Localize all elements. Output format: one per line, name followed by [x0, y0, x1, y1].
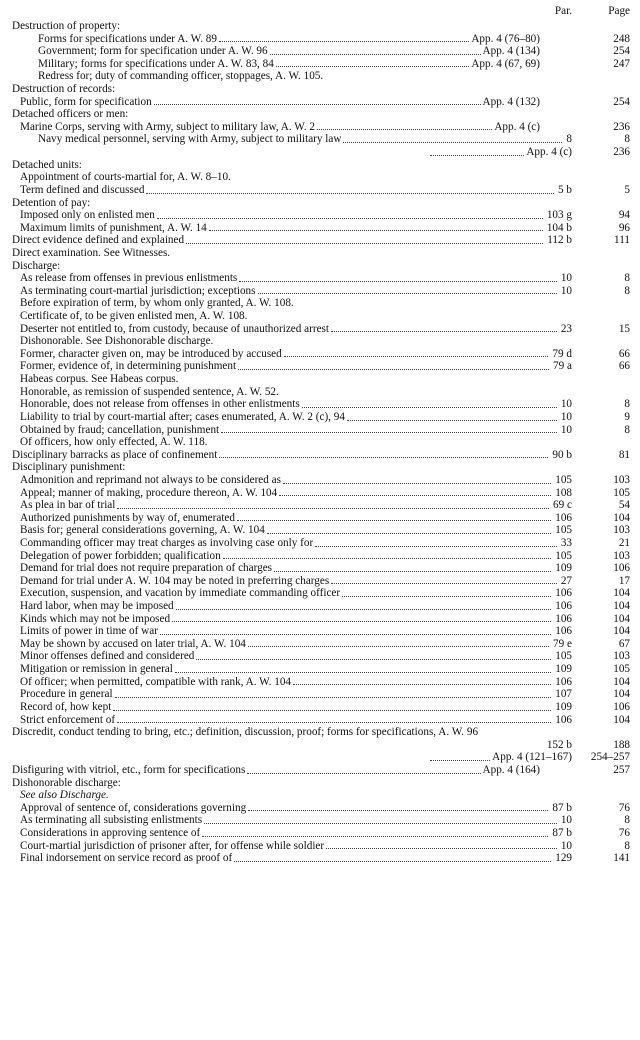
- dot-leader: [342, 596, 551, 597]
- dot-leader: [315, 546, 557, 547]
- page-ref: 67: [618, 637, 630, 650]
- dot-leader: [202, 836, 548, 837]
- index-entry: [0, 638, 640, 651]
- entry-text: Public, form for specification: [20, 95, 152, 108]
- entry-text: Detention of pay:: [12, 196, 91, 209]
- paragraph-ref: 109: [555, 700, 572, 713]
- index-entry: [0, 827, 640, 840]
- entry-text: Final indorsement on service record as proof of: [20, 852, 233, 865]
- index-entry: [0, 58, 640, 71]
- dot-leader: [317, 129, 492, 130]
- index-entry: [0, 436, 640, 449]
- appendix-ref: App. 4 (134): [482, 45, 540, 58]
- entry-text: Maximum limits of punishment, A. W. 14: [20, 221, 207, 234]
- entry-text: Strict enforcement of: [20, 713, 116, 726]
- paragraph-ref: 87 b: [552, 826, 572, 839]
- paragraph-ref: 105: [555, 473, 572, 486]
- entry-text: Certificate of, to be given enlisted men, A. W. 108.: [20, 310, 248, 323]
- page-ref: 5: [624, 183, 630, 196]
- entry-text: Demand for trial under A. W. 104 may be noted in preferring charges: [20, 574, 330, 587]
- paragraph-ref: 106: [555, 587, 572, 600]
- appendix-ref: App. 4 (121–167): [492, 751, 572, 764]
- entry-text: Imposed only on enlisted men: [20, 209, 155, 222]
- index-heading: [0, 247, 640, 260]
- index-entry: [0, 512, 640, 525]
- paragraph-ref: 152 b: [546, 738, 572, 751]
- dot-leader: [248, 810, 548, 811]
- entry-text: Destruction of records:: [12, 83, 116, 96]
- dot-leader: [293, 684, 551, 685]
- index-entry: [0, 714, 640, 727]
- index-entry: [0, 524, 640, 537]
- index-entry: [0, 474, 640, 487]
- page-ref: 96: [618, 221, 630, 234]
- page-ref: 236: [613, 146, 630, 159]
- index-entry: [0, 676, 640, 689]
- appendix-ref: App. 4 (c): [526, 146, 572, 159]
- dot-leader: [279, 495, 551, 496]
- entry-text: Disfiguring with vitriol, etc., form for specifications: [12, 763, 246, 776]
- page-ref: 111: [614, 234, 630, 247]
- entry-text: Marine Corps, serving with Army, subject to military law, A. W. 2: [20, 120, 315, 133]
- entry-text: Admonition and reprimand not always to be considered as: [20, 473, 281, 486]
- paragraph-ref: 10: [560, 398, 572, 411]
- index-heading: [0, 20, 640, 33]
- paragraph-ref: 106: [555, 625, 572, 638]
- entry-text: Disciplinary punishment:: [12, 461, 126, 474]
- entry-text: Appointment of courts-martial for, A. W. 8–10.: [20, 171, 231, 184]
- index-heading: [0, 777, 640, 790]
- index-entry: [0, 96, 640, 109]
- index-heading: [0, 461, 640, 474]
- page-ref: 81: [618, 448, 630, 461]
- paragraph-ref: 79 d: [552, 347, 572, 360]
- entry-text: Discharge:: [12, 259, 61, 272]
- page-ref: 8: [624, 133, 630, 146]
- entry-text: Procedure in general: [20, 688, 113, 701]
- paragraph-ref: 5 b: [558, 183, 572, 196]
- page-ref: 66: [618, 347, 630, 360]
- dot-leader: [267, 533, 551, 534]
- entry-text: As terminating all subsisting enlistments: [20, 814, 203, 827]
- page-ref: 104: [613, 587, 630, 600]
- index-entry: [0, 424, 640, 437]
- entry-text: Mitigation or remission in general: [20, 663, 173, 676]
- paragraph-ref: 108: [555, 486, 572, 499]
- paragraph-ref: 27: [560, 574, 572, 587]
- entry-text: Kinds which may not be imposed: [20, 612, 171, 625]
- index-entry: [0, 133, 640, 146]
- index-entry: [0, 310, 640, 323]
- entry-text: Court-martial jurisdiction of prisoner after, for offense while soldier: [20, 839, 325, 852]
- entry-text: Of officer; when permitted, compatible with rank, A. W. 104: [20, 675, 292, 688]
- index-entry: [0, 562, 640, 575]
- entry-text: Government; form for specification under A. W. 96: [38, 45, 268, 58]
- index-heading: [0, 108, 640, 121]
- index-heading: [0, 197, 640, 210]
- page-ref: 236: [613, 120, 630, 133]
- appendix-ref: App. 4 (c): [494, 120, 540, 133]
- entry-text: Record of, how kept: [20, 700, 112, 713]
- paragraph-ref: 33: [560, 536, 572, 549]
- entry-text: Former, character given on, may be introduced by accused: [20, 347, 282, 360]
- paragraph-ref: 10: [560, 410, 572, 423]
- paragraph-ref: 23: [560, 322, 572, 335]
- index-entry: [0, 33, 640, 46]
- page-ref: 104: [613, 511, 630, 524]
- entry-text: Limits of power in time of war: [20, 625, 158, 638]
- paragraph-ref: 69 c: [553, 499, 572, 512]
- page-ref: 141: [613, 852, 630, 865]
- entry-text: Deserter not entitled to, from custody, because of unauthorized arrest: [20, 322, 329, 335]
- index-entry: [0, 600, 640, 613]
- page-ref: 103: [613, 650, 630, 663]
- index-entry: [0, 45, 640, 58]
- entry-text: Of officers, how only effected, A. W. 118.: [20, 436, 208, 449]
- index-entry: [0, 840, 640, 853]
- dot-leader: [219, 457, 548, 458]
- index-entry: [0, 373, 640, 386]
- index-entry: [0, 146, 640, 159]
- entry-text: Basis for; general considerations governing, A. W. 104: [20, 524, 265, 537]
- dot-leader: [274, 571, 551, 572]
- dot-leader: [146, 193, 554, 194]
- entry-text: Obtained by fraud; cancellation, punishment: [20, 423, 220, 436]
- entry-text: Commanding officer may treat charges as involving case only for: [20, 536, 314, 549]
- page-ref: 104: [613, 688, 630, 701]
- entry-text: Approval of sentence of, considerations governing: [20, 801, 247, 814]
- page-ref: 188: [613, 738, 630, 751]
- index-entry: [0, 550, 640, 563]
- index-heading: [0, 83, 640, 96]
- page-ref: 257: [613, 763, 630, 776]
- page-ref: 17: [618, 574, 630, 587]
- dot-leader: [258, 293, 557, 294]
- page-ref: 248: [613, 32, 630, 45]
- paragraph-ref: 106: [555, 675, 572, 688]
- page-ref: 66: [618, 360, 630, 373]
- page-ref: 106: [613, 700, 630, 713]
- page-ref: 254: [613, 45, 630, 58]
- appendix-ref: App. 4 (164): [482, 763, 540, 776]
- dot-leader: [154, 104, 481, 105]
- index-entry: [0, 222, 640, 235]
- dot-leader: [117, 508, 549, 509]
- paragraph-ref: 129: [555, 852, 572, 865]
- paragraph-ref: 103 g: [546, 209, 572, 222]
- index-entry: [0, 272, 640, 285]
- entry-text: Term defined and discussed: [20, 183, 145, 196]
- paragraph-ref: 10: [560, 839, 572, 852]
- page-ref: 104: [613, 625, 630, 638]
- index-entry: [0, 537, 640, 550]
- dot-leader: [302, 407, 557, 408]
- index-entry: [0, 575, 640, 588]
- index-entry: [0, 613, 640, 626]
- page-ref: 15: [618, 322, 630, 335]
- paragraph-ref: 106: [555, 713, 572, 726]
- index-entry: [0, 285, 640, 298]
- entry-text: Demand for trial does not require preparation of charges: [20, 562, 273, 575]
- index-entry: [0, 297, 640, 310]
- entry-text: Execution, suspension, and vacation by immediate commanding officer: [20, 587, 341, 600]
- index-entry: [0, 348, 640, 361]
- paragraph-ref: 106: [555, 612, 572, 625]
- page-ref: 8: [624, 272, 630, 285]
- paragraph-ref: 10: [560, 284, 572, 297]
- index-entry: [0, 398, 640, 411]
- dot-leader: [284, 356, 549, 357]
- entry-text: Detached officers or men:: [12, 108, 129, 121]
- paragraph-ref: 107: [555, 688, 572, 701]
- entry-text: Disciplinary barracks as place of confinement: [12, 448, 218, 461]
- dot-leader: [276, 66, 469, 67]
- page-ref: 76: [618, 826, 630, 839]
- page-ref: 104: [613, 600, 630, 613]
- index-heading: [0, 764, 640, 777]
- dot-leader: [430, 155, 524, 156]
- entry-text: Honorable, as remission of suspended sentence, A. W. 52.: [20, 385, 279, 398]
- entry-text: Hard labor, when may be imposed: [20, 600, 174, 613]
- dot-leader: [160, 634, 551, 635]
- index-entry: [0, 650, 640, 663]
- index-entry: [0, 411, 640, 424]
- page-ref: 247: [613, 57, 630, 70]
- page-ref: 254–257: [590, 751, 630, 764]
- index-entry: [0, 852, 640, 865]
- column-header: [0, 5, 640, 19]
- page-ref: 8: [624, 284, 630, 297]
- entry-text: Military; forms for specifications under A. W. 83, 84: [38, 57, 274, 70]
- paragraph-ref: 104 b: [546, 221, 572, 234]
- dot-leader: [175, 672, 551, 673]
- index-heading: [0, 449, 640, 462]
- index-entry: [0, 121, 640, 134]
- page-ref: 8: [624, 423, 630, 436]
- entry-text: Authorized punishments by way of, enumerated: [20, 511, 235, 524]
- index-entry: [0, 802, 640, 815]
- page-ref: 103: [613, 473, 630, 486]
- index-heading: [0, 726, 640, 751]
- appendix-ref: App. 4 (132): [482, 95, 540, 108]
- entry-text: Habeas corpus. See Habeas corpus.: [20, 373, 179, 386]
- page-ref: 103: [613, 524, 630, 537]
- entry-text: As release from offenses in previous enlistments: [20, 272, 238, 285]
- dot-leader: [247, 773, 480, 774]
- index-entry: [0, 814, 640, 827]
- index-entry: [0, 184, 640, 197]
- dot-leader: [283, 483, 551, 484]
- dot-leader: [172, 621, 551, 622]
- index-heading: [0, 159, 640, 172]
- dot-leader: [209, 230, 543, 231]
- page-ref: 8: [624, 398, 630, 411]
- entry-text: As terminating court-martial jurisdiction; exceptions: [20, 284, 256, 297]
- dot-leader: [221, 432, 557, 433]
- dot-leader: [219, 41, 469, 42]
- page-ref: 254: [613, 95, 630, 108]
- index-entry: [0, 663, 640, 676]
- entry-text: Considerations in approving sentence of: [20, 826, 201, 839]
- index-entry: [0, 386, 640, 399]
- dot-leader: [237, 520, 551, 521]
- dot-leader: [157, 218, 543, 219]
- page-ref: 8: [624, 814, 630, 827]
- paragraph-ref: 105: [555, 524, 572, 537]
- entry-text: Navy medical personnel, serving with Army, subject to military law: [38, 133, 342, 146]
- dot-leader: [204, 823, 557, 824]
- page-ref: 105: [613, 486, 630, 499]
- entry-text: Before expiration of term, by whom only granted, A. W. 108.: [20, 297, 294, 310]
- paragraph-ref: 8: [566, 133, 572, 146]
- dot-leader: [430, 760, 490, 761]
- index-entry: [0, 625, 640, 638]
- index-entry: [0, 70, 640, 83]
- index-entry: [0, 751, 640, 764]
- entry-text: Dishonorable discharge:: [12, 776, 121, 789]
- page-ref: 104: [613, 713, 630, 726]
- entry-text: See also Discharge.: [20, 789, 109, 802]
- index-entry: [0, 209, 640, 222]
- entry-text: Liability to trial by court-martial after; cases enumerated, A. W. 2 (c), 94: [20, 410, 345, 423]
- dot-leader: [248, 646, 549, 647]
- dot-leader: [223, 558, 552, 559]
- index-heading: [0, 234, 640, 247]
- entry-text: Delegation of power forbidden; qualification: [20, 549, 221, 562]
- entry-text: Redress for; duty of commanding officer, stoppages, A. W. 105.: [38, 70, 324, 83]
- paragraph-ref: 10: [560, 423, 572, 436]
- entry-text: Appeal; manner of making, procedure thereon, A. W. 104: [20, 486, 278, 499]
- entry-text: May be shown by accused on later trial, A. W. 104: [20, 637, 246, 650]
- page-ref: 8: [624, 839, 630, 852]
- entry-text: Honorable, does not release from offenses in other enlistments: [20, 398, 300, 411]
- entry-text: As plea in bar of trial: [20, 499, 116, 512]
- index-entries: [0, 20, 640, 865]
- paragraph-ref: 105: [555, 650, 572, 663]
- entry-text: Discredit, conduct tending to bring, etc.; definition, discussion, proof; forms for specifications, A. W. 96: [12, 726, 479, 739]
- index-entry: [0, 360, 640, 373]
- index-entry: [0, 789, 640, 802]
- page-column-label: Page: [608, 5, 630, 17]
- page-ref: 106: [613, 562, 630, 575]
- entry-text: Forms for specifications under A. W. 89: [38, 32, 217, 45]
- paragraph-ref: 106: [555, 600, 572, 613]
- dot-leader: [196, 659, 551, 660]
- paragraph-ref: 106: [555, 511, 572, 524]
- entry-text: Minor offenses defined and considered: [20, 650, 195, 663]
- page-ref: 105: [613, 663, 630, 676]
- page-ref: 76: [618, 801, 630, 814]
- appendix-ref: App. 4 (76–80): [471, 32, 540, 45]
- paragraph-ref: 79 e: [553, 637, 572, 650]
- paragraph-ref: 10: [560, 272, 572, 285]
- par-column-label: Par.: [554, 5, 572, 17]
- page-ref: 54: [618, 499, 630, 512]
- paragraph-ref: 90 b: [552, 448, 572, 461]
- dot-leader: [115, 697, 552, 698]
- page-ref: 9: [624, 410, 630, 423]
- page-ref: 94: [618, 209, 630, 222]
- page-ref: 104: [613, 612, 630, 625]
- entry-text: Destruction of property:: [12, 20, 121, 32]
- paragraph-ref: 79 a: [553, 360, 572, 373]
- appendix-ref: App. 4 (67, 69): [471, 57, 540, 70]
- index-entry: [0, 487, 640, 500]
- entry-text: Direct evidence defined and explained: [12, 234, 185, 247]
- paragraph-ref: 87 b: [552, 801, 572, 814]
- dot-leader: [234, 861, 551, 862]
- paragraph-ref: 109: [555, 562, 572, 575]
- entry-text: Dishonorable. See Dishonorable discharge.: [20, 335, 214, 348]
- paragraph-ref: 105: [555, 549, 572, 562]
- index-entry: [0, 323, 640, 336]
- page-ref: 21: [618, 536, 630, 549]
- index-entry: [0, 701, 640, 714]
- page-ref: 103: [613, 549, 630, 562]
- page-ref: 104: [613, 675, 630, 688]
- dot-leader: [186, 243, 543, 244]
- index-heading: [0, 260, 640, 273]
- dot-leader: [270, 54, 481, 55]
- index-entry: [0, 499, 640, 512]
- paragraph-ref: 109: [555, 663, 572, 676]
- dot-leader: [117, 722, 551, 723]
- entry-text: Former, evidence of, in determining punishment: [20, 360, 237, 373]
- dot-leader: [113, 710, 551, 711]
- dot-leader: [176, 609, 552, 610]
- index-entry: [0, 335, 640, 348]
- index-entry: [0, 688, 640, 701]
- entry-text: Direct examination. See Witnesses.: [12, 246, 171, 259]
- paragraph-ref: 10: [560, 814, 572, 827]
- dot-leader: [238, 369, 549, 370]
- entry-text: Detached units:: [12, 158, 82, 171]
- index-entry: [0, 587, 640, 600]
- dot-leader: [239, 281, 557, 282]
- paragraph-ref: 112 b: [547, 234, 572, 247]
- index-entry: [0, 171, 640, 184]
